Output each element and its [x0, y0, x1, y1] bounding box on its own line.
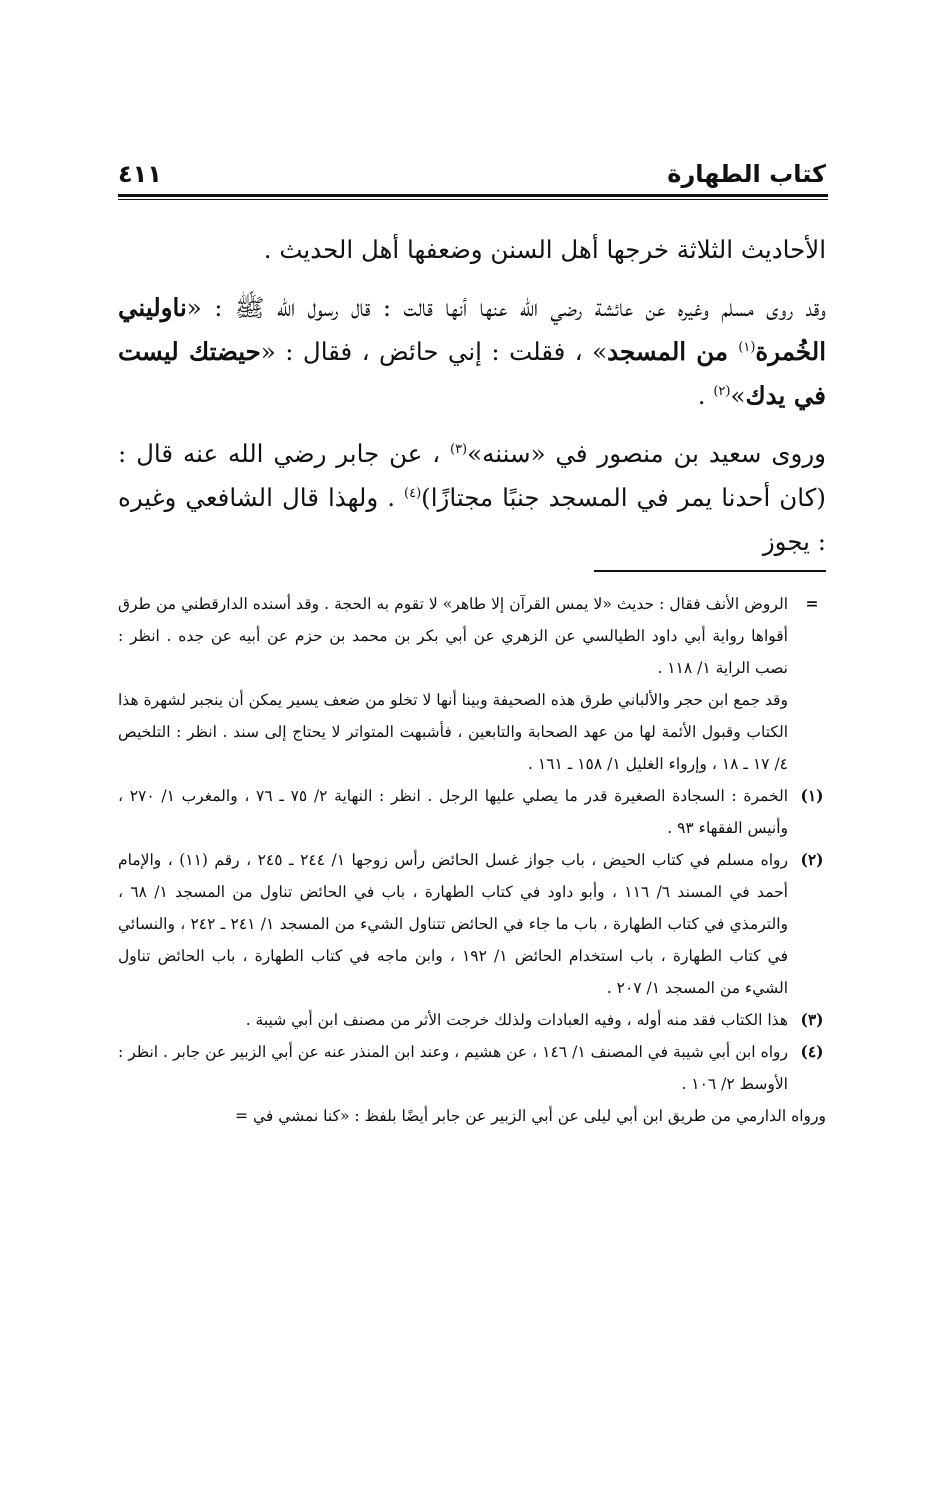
p2-text-f: » — [730, 381, 746, 410]
main-text — [118, 228, 826, 578]
book-title: كتاب الطهارة — [667, 160, 826, 188]
footnote-ref-1[interactable]: (١) — [738, 339, 756, 355]
paragraph-3 — [118, 432, 826, 564]
footnote-marker: (٤) — [800, 1042, 824, 1061]
p2-text-g: . — [697, 381, 714, 410]
footnote-2 — [118, 844, 826, 1004]
footnote-text: الخمرة : السجادة الصغيرة قدر ما يصلي عليها الرجل . انظر : النهاية ٢/ ٧٥ ـ ٧٦ ، والمغرب ١/ ٢٧٠ ، وأنيس الفقهاء ٩٣ . — [118, 787, 788, 837]
footnote-cont-para-1: الروض الأنف فقال : حديث «لا يمس القرآن إلا طاهر» لا تقوم به الحجة . وقد أسنده الدارقطني من طرق أقواها رواية أبي داود الطيالسي عن الزهري عن أبي بكر بن محمد بن حزم عن أبيه عن جده . انظر : نصب الراية ١/ ١١٨ . — [118, 595, 788, 677]
footnote-marker: (١) — [800, 786, 824, 805]
p2-quote-2: حيضتك ليست في يدك — [118, 337, 826, 410]
p3-text-c: . ولهذا قال الشافعي وغيره : يجوز — [118, 483, 826, 556]
p3-text-a: وروى سعيد بن منصور في «سننه» — [467, 439, 826, 468]
footnote-text: رواه مسلم في كتاب الحيض ، باب جواز غسل الحائض رأس زوجها ١/ ٢٤٤ ـ ٢٤٥ ، رقم (١١) ، والإمام أحمد في المسند ٦/ ١١٦ ، وأبو داود في كتاب الطهارة ، باب في الحائض تناول من المسجد ١/ ٦٨ ، والترمذي في كتاب الطهارة ، باب ما جاء في الحائض تتناول الشيء من المسجد ١/ ٢٤١ ـ ٢٤٢ ، والنسائي في كتاب الطهارة ، باب استخدام الحائض ١/ ١٩٢ ، وابن ماجه في كتاب الطهارة ، باب الحائض تناول الشيء من المسجد ١/ ٢٠٧ . — [118, 851, 788, 997]
footnote-marker: = — [805, 594, 819, 613]
footnote-continuation-last — [118, 1100, 826, 1132]
footnote-4 — [118, 1036, 826, 1100]
footnote-continued — [118, 588, 826, 780]
footnote-ref-2[interactable]: (٢) — [713, 383, 731, 399]
footnote-ref-3[interactable]: (٣) — [449, 441, 468, 457]
footnote-1 — [118, 780, 826, 844]
p3-text-b: ، عن جابر رضي الله عنه قال : (كان أحدنا يمر في المسجد جنبًا مجتازًا) — [118, 439, 826, 512]
paragraph-2 — [118, 286, 826, 418]
footnote-marker: (٢) — [800, 850, 824, 869]
footnote-text — [118, 588, 788, 780]
page-number: ٤١١ — [118, 160, 162, 188]
p2-quote-1b: من المسجد — [607, 337, 739, 366]
footnote-cont-para-2: وقد جمع ابن حجر والألباني طرق هذه الصحيفة وبينا أنها لا تخلو من ضعف يسير يمكن أن ينجبر لشهرة هذا الكتاب وقبول الأئمة لها من عهد الصحابة والتابعين ، فأشبهت المتواتر لا يحتاج إلى سند . انظر : التلخيص ٤/ ١٧ ـ ١٨ ، وإرواء الغليل ١/ ١٥٨ ـ ١٦١ . — [118, 691, 788, 773]
footnotes — [118, 588, 826, 1132]
p2-text-a: وقد روى مسلم وغيره عن عائشة رضي الله عنها أنها قالت : قال رسول الله ﷺ : « — [186, 293, 826, 322]
footnote-marker: (٣) — [800, 1010, 824, 1029]
header-rule-thick — [118, 194, 828, 197]
footnote-text: رواه ابن أبي شيبة في المصنف ١/ ١٤٦ ، عن هشيم ، وعند ابن المنذر عنه عن أبي الزبير عن جابر . انظر : الأوسط ٢/ ١٠٦ . — [118, 1043, 788, 1093]
footnote-ref-4[interactable]: (٤) — [404, 485, 422, 501]
footnote-3 — [118, 1004, 826, 1036]
footnote-text: هذا الكتاب فقد منه أوله ، وفيه العبادات ولذلك خرجت الأثر من مصنف ابن أبي شيبة . — [245, 1011, 788, 1029]
footnote-separator — [594, 570, 826, 572]
p2-text-d: » ، فقلت : إني حائض ، فقال : « — [260, 337, 608, 366]
paragraph-1: الأحاديث الثلاثة خرجها أهل السنن وضعفها أهل الحديث . — [263, 235, 826, 264]
footnote-text: ورواه الدارمي من طريق ابن أبي ليلى عن أبي الزبير عن جابر أيضًا بلفظ : «كنا نمشي في = — [235, 1107, 826, 1125]
header-rule-thin — [118, 199, 828, 200]
p2-quote-1a: ناوليني الخُمرة — [118, 293, 826, 366]
running-head — [118, 148, 826, 188]
